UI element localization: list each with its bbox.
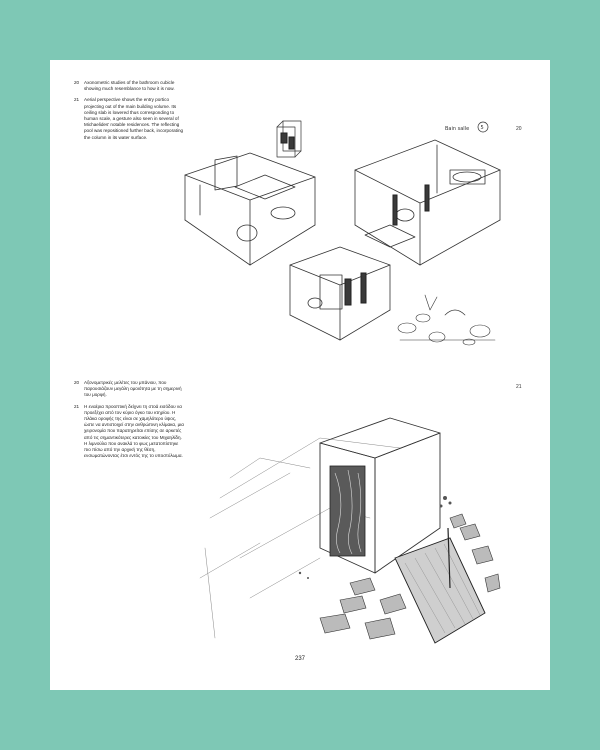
caption-21-gr (74, 404, 184, 460)
page-number: 237 (294, 656, 305, 662)
aerial-perspective-sketch (200, 378, 500, 648)
portico-door (330, 466, 365, 556)
svg-text:5: 5 (480, 125, 484, 131)
caption-number: 20 (74, 80, 80, 85)
figure-number-top: 20 (516, 126, 522, 132)
caption-21-en (74, 97, 184, 140)
bathroom-axonometric-sketches (175, 115, 505, 345)
sketch-note: Bain salle (445, 126, 470, 132)
reflecting-pool (395, 538, 485, 643)
book-page (50, 60, 550, 690)
caption-text: Axonometric studies of the bathroom cubicle showing much resemblance to how it is now. (84, 80, 175, 92)
figure-number-bottom: 21 (516, 384, 522, 390)
captions-english (74, 80, 184, 146)
caption-20-en (74, 80, 184, 92)
caption-20-gr (74, 380, 184, 399)
caption-number: 21 (74, 403, 80, 409)
captions-greek (74, 380, 184, 464)
caption-text: Αξονομετρικές μελέτες του μπάνιου, που παρουσιάζουν μεγάλη ομοιότητα με τη σημερινή του μορφή. (84, 380, 182, 398)
caption-text: Aerial perspective shows the entry portico projecting out of the main building volume. Its ceiling slab is lowered thus corresponding to human scale, a gesture also seen in several of Michaelides' notable residences. The reflecting pool was repositioned further back, incorporating the column in its water surface. (84, 97, 184, 140)
caption-number: 21 (74, 97, 80, 103)
caption-text: Η εναέρια προοπτική δείχνει τη στοά εισόδου να προεξέχει από τον κύριο όγκο του κτηρίου. Η πλάκα οροφής της είναι σε χαμηλότερο ύψος, ώστε να αντιστοιχεί στην ανθρώπινη κλίμακα, μια χειρονομία που παρατηρείται επίσης σε αρκετές από τις σημαντικότερες κατοικίες του Μιχαηλίδη. Η λιμνούλα που ανακλά το φως μετατοπίστηκε πιο πίσω από την αρχική της θέση, ενσωματώνοντας έτσι εντός της το υποστύλωμα. (84, 403, 184, 459)
caption-number: 20 (74, 380, 80, 385)
